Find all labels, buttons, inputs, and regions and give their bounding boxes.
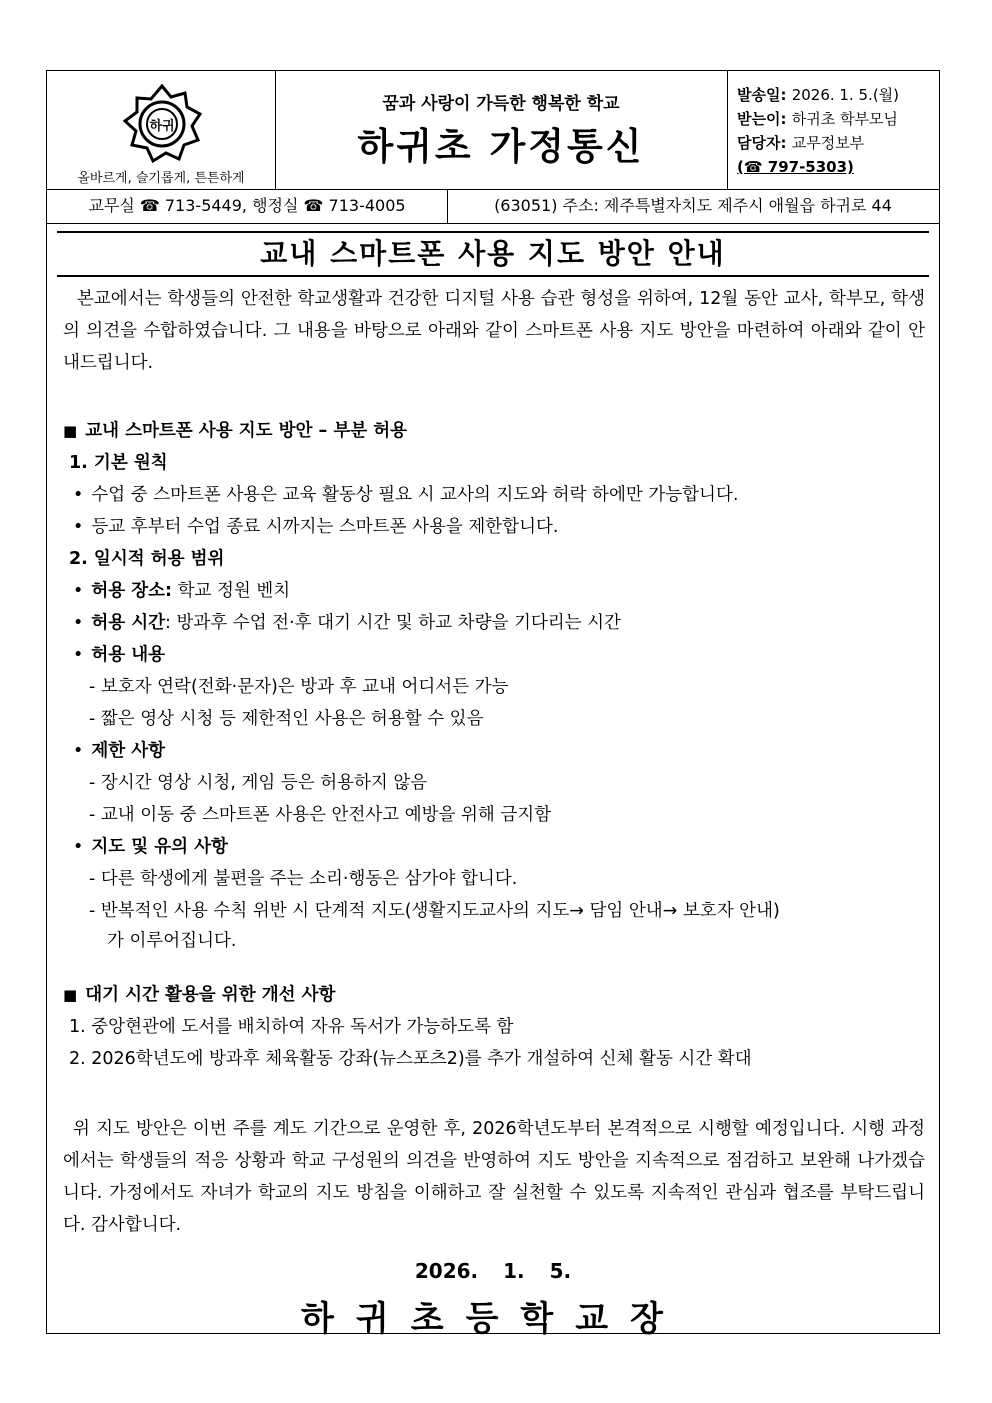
allowed-place: • 허용 장소: 학교 정원 벤치 (63, 575, 925, 607)
square-bullet-icon: ■ (63, 986, 78, 1004)
principal-signature: 하귀초등학교장 (301, 1299, 685, 1339)
logo-cell (47, 71, 276, 189)
scope-title: 2. 일시적 허용 범위 (69, 549, 225, 569)
list-item: - 짧은 영상 시청 등 제한적인 사용은 허용할 수 있음 (89, 709, 484, 729)
staff-phone: (☎ 797-5303) (737, 158, 854, 176)
recipient-line: 받는이: 하귀초 학부모님 (737, 110, 898, 128)
document-body (63, 283, 925, 1259)
square-bullet-icon: ■ (63, 422, 78, 440)
header (47, 71, 939, 190)
section2-heading: ■ 대기 시간 활용을 위한 개선 사항 (63, 985, 336, 1005)
list-item: • 등교 후부터 수업 종료 시까지는 스마트폰 사용을 제한합니다. (63, 511, 925, 543)
school-address: (63051) 주소: 제주특별자치도 제주시 애월읍 하귀로 44 (494, 196, 892, 215)
list-item: 1. 중앙현관에 도서를 배치하여 자유 독서가 가능하도록 함 (69, 1017, 514, 1037)
svg-text:하귀: 하귀 (149, 119, 175, 134)
list-item: • 수업 중 스마트폰 사용은 교육 활동상 필요 시 교사의 지도와 허락 하에만 가능합니다. (63, 479, 925, 511)
contact-row (47, 189, 939, 224)
school-slogan: 꿈과 사랑이 가득한 행복한 학교 (382, 94, 620, 114)
list-item-continuation: 가 이루어집니다. (107, 931, 237, 951)
allowed-time: • 허용 시간: 방과후 수업 전·후 대기 시간 및 하교 차량을 기다리는 시간 (63, 607, 925, 639)
meta-cell (727, 71, 939, 189)
guidance-label: • 지도 및 유의 사항 (63, 831, 925, 863)
allowed-content-label: • 허용 내용 (63, 639, 925, 671)
list-item: - 다른 학생에게 불편을 주는 소리·행동은 삼가야 합니다. (89, 869, 518, 889)
staff-line: 담당자: 교무정보부 (737, 134, 865, 152)
newsletter-title: 하귀초 가정통신 (357, 125, 645, 168)
list-item: 2. 2026학년도에 방과후 체육활동 강좌(뉴스포츠2)를 추가 개설하여 신체 활동 시간 확대 (69, 1049, 752, 1069)
document-title: 교내 스마트폰 사용 지도 방안 안내 (57, 231, 929, 277)
intro-paragraph: 본교에서는 학생들의 안전한 학교생활과 건강한 디지털 사용 습관 형성을 위하여, 12월 동안 교사, 학부모, 학생의 의견을 수합하였습니다. 그 내용을 바탕으로 아래와 같이 스마트폰 사용 지도 방안을 마련하여 아래와 같이 안내드립니다. (63, 289, 925, 373)
list-item: - 보호자 연락(전화·문자)은 방과 후 교내 어디서든 가능 (89, 677, 509, 697)
restriction-label: • 제한 사항 (63, 735, 925, 767)
list-item: - 반복적인 사용 수칙 위반 시 단계적 지도(생활지도교사의 지도→ 담임 안내→ 보호자 안내) (89, 901, 780, 921)
newsletter-page (46, 70, 940, 1339)
list-item: - 장시간 영상 시청, 게임 등은 허용하지 않음 (89, 773, 428, 793)
closing-paragraph: 위 지도 방안은 이번 주를 계도 기간으로 운영한 후, 2026학년도부터 본격적으로 시행할 예정입니다. 시행 과정에서는 학생들의 적응 상황과 학교 구성원의 의견을 반영하여 지도 방안을 지속적으로 점검하고 보완해 나가겠습니다. 가정에서도 자녀가 학교의 지도 방침을 이해하고 잘 실천할 수 있도록 지속적인 관심과 협조를 부탁드립니다. 감사합니다. (63, 1119, 925, 1235)
school-motto: 올바르게, 슬기롭게, 튼튼하게 (77, 171, 245, 186)
issue-date-line: 발송일: 2026. 1. 5.(월) (737, 86, 900, 104)
issue-date: 2026. 1. 5. (414, 1259, 572, 1283)
office-phones: 교무실 ☎ 713-5449, 행정실 ☎ 713-4005 (47, 189, 448, 223)
school-emblem-icon (121, 83, 203, 165)
title-cell (275, 71, 728, 189)
section1-heading: ■ 교내 스마트폰 사용 지도 방안 – 부분 허용 (63, 421, 408, 441)
list-item: - 교내 이동 중 스마트폰 사용은 안전사고 예방을 위해 금지함 (89, 805, 552, 825)
principle-title: 1. 기본 원칙 (69, 453, 168, 473)
